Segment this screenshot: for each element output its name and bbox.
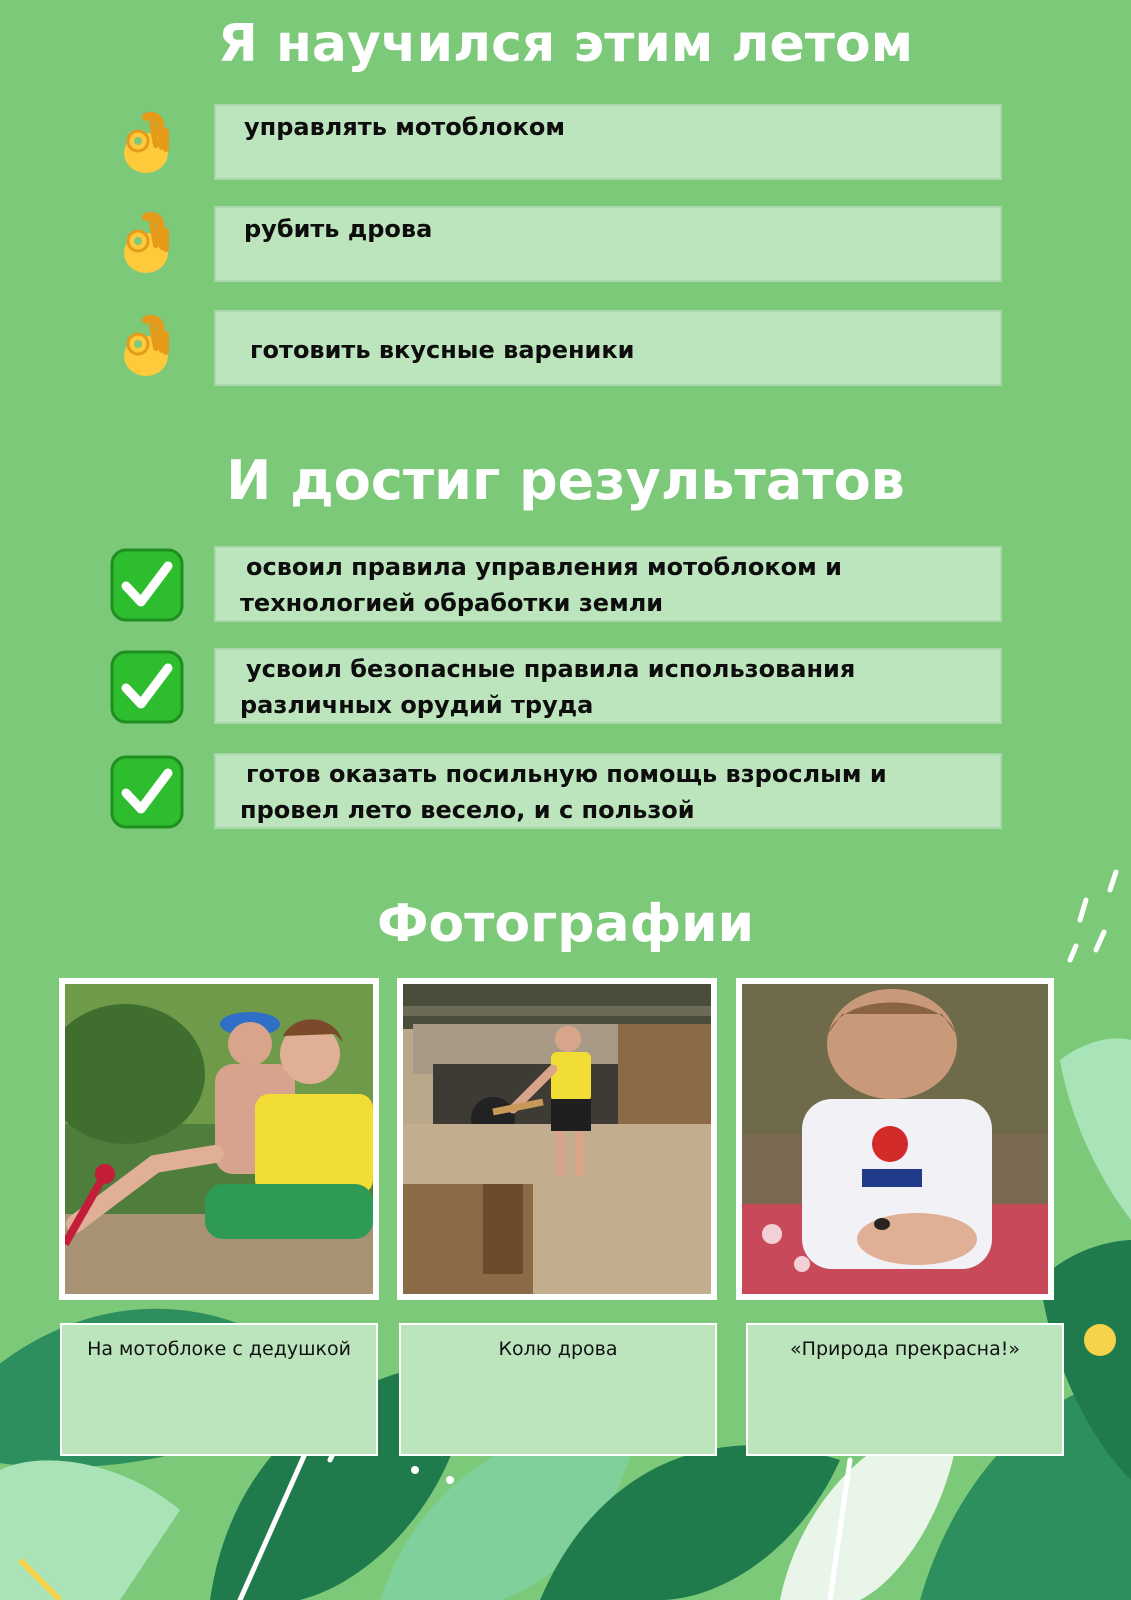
check-mark-icon bbox=[110, 650, 184, 724]
photo-motoblock bbox=[59, 978, 379, 1300]
ok-hand-icon bbox=[116, 209, 176, 277]
result-text: освоил правила управления мотоблоком и технологией обработки земли bbox=[240, 553, 842, 617]
learned-title: Я научился этим летом bbox=[217, 14, 914, 74]
result-box bbox=[214, 648, 1002, 724]
check-mark-icon bbox=[110, 548, 184, 622]
ok-hand-icon bbox=[116, 312, 176, 380]
result-text: готов оказать посильную помощь взрослым и провел лето весело, и с пользой bbox=[240, 760, 887, 824]
result-text: усвоил безопасные правила использования различных орудий труда bbox=[240, 655, 856, 719]
learned-text: управлять мотоблоком bbox=[244, 113, 565, 141]
learned-text: готовить вкусные вареники bbox=[250, 336, 635, 364]
photo-caption: «Природа прекрасна!» bbox=[746, 1323, 1064, 1456]
learned-text: рубить дрова bbox=[244, 215, 433, 243]
photo-caption: Колю дрова bbox=[399, 1323, 717, 1456]
result-box bbox=[214, 753, 1002, 829]
learned-box bbox=[214, 104, 1002, 180]
results-title: И достиг результатов bbox=[226, 449, 905, 512]
photo-nature bbox=[736, 978, 1054, 1300]
result-box bbox=[214, 546, 1002, 622]
ok-hand-icon bbox=[116, 109, 176, 177]
photos-title: Фотографии bbox=[376, 894, 755, 954]
photo-chopping-wood bbox=[397, 978, 717, 1300]
learned-box bbox=[214, 310, 1002, 386]
photo-caption: На мотоблоке с дедушкой bbox=[60, 1323, 378, 1456]
learned-box bbox=[214, 206, 1002, 282]
check-mark-icon bbox=[110, 755, 184, 829]
